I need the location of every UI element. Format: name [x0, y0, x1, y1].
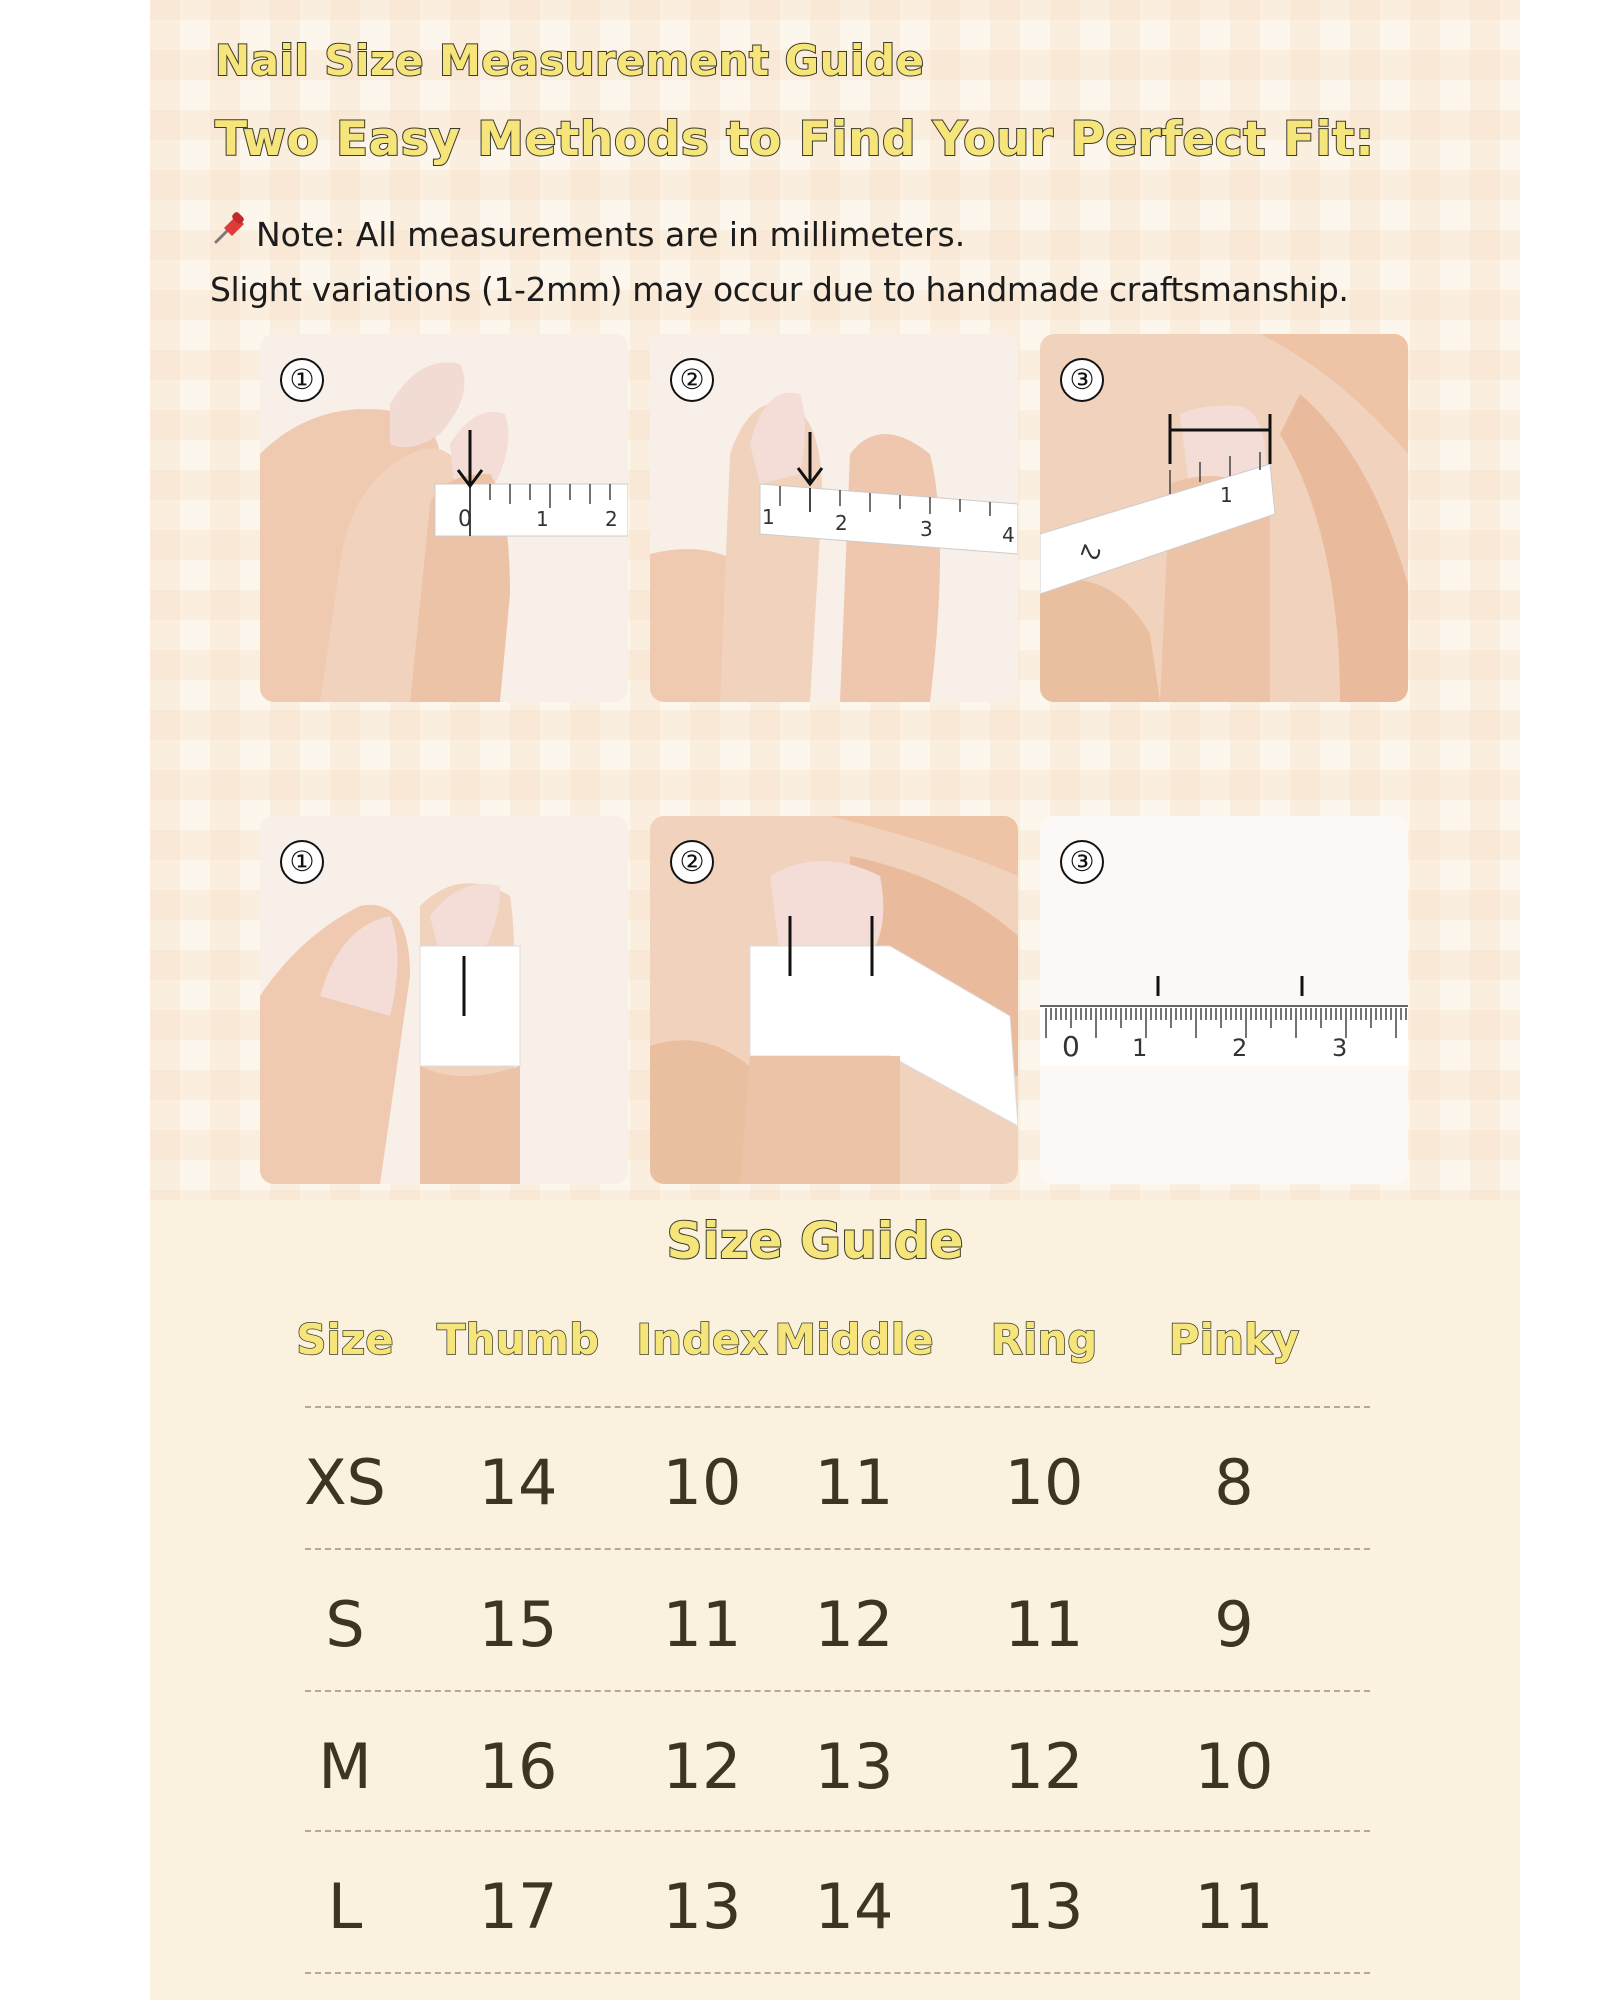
measurement-cell: 17 — [478, 1870, 558, 1943]
measurement-cell: 12 — [662, 1730, 742, 1803]
ruler-label: 4 — [1002, 523, 1015, 547]
ruler-label: 3 — [920, 517, 933, 541]
measurement-cell: 14 — [814, 1870, 894, 1943]
table-row-divider — [305, 1830, 1370, 1832]
step-badge: ① — [280, 358, 324, 402]
ruler-label: 3 — [1332, 1034, 1348, 1062]
measurement-cell: 11 — [814, 1446, 894, 1519]
measurement-cell: 11 — [1194, 1870, 1274, 1943]
measurement-cell: 13 — [1004, 1870, 1084, 1943]
measurement-cell: 10 — [1194, 1730, 1274, 1803]
ruler-label: 1 — [762, 505, 775, 529]
size-label-cell: S — [325, 1588, 365, 1661]
size-label-cell: XS — [304, 1446, 386, 1519]
column-header-pinky: Pinky — [1168, 1315, 1300, 1364]
step-badge: ③ — [1060, 358, 1104, 402]
column-header-size: Size — [296, 1315, 394, 1364]
step-badge: ③ — [1060, 840, 1104, 884]
guide-subtitle: Two Easy Methods to Find Your Perfect Fit: — [215, 112, 1375, 167]
ruler-label: 2 — [835, 511, 848, 535]
step-badge: ② — [670, 358, 714, 402]
column-header-middle: Middle — [774, 1315, 934, 1364]
measurement-cell: 10 — [1004, 1446, 1084, 1519]
measurement-cell: 12 — [814, 1588, 894, 1661]
ruler-label: 2 — [1074, 540, 1106, 565]
note-text-1: Note: All measurements are in millimeters. — [256, 215, 966, 254]
measurement-cell: 13 — [662, 1870, 742, 1943]
measurement-cell: 11 — [1004, 1588, 1084, 1661]
size-guide-table — [150, 0, 1520, 2000]
measurement-cell: 16 — [478, 1730, 558, 1803]
ruler-label: 0 — [1062, 1030, 1080, 1063]
table-row-divider — [305, 1406, 1370, 1408]
step-badge: ② — [670, 840, 714, 884]
column-header-index: Index — [636, 1315, 768, 1364]
column-header-thumb: Thumb — [436, 1315, 600, 1364]
column-header-ring: Ring — [990, 1315, 1098, 1364]
ruler-label: 2 — [1232, 1034, 1248, 1062]
measurement-cell: 8 — [1214, 1446, 1254, 1519]
size-guide-title: Size Guide — [666, 1212, 964, 1270]
ruler-label: 2 — [605, 507, 618, 531]
ruler-label: 0 — [458, 507, 472, 532]
measurement-cell: 12 — [1004, 1730, 1084, 1803]
table-row-divider — [305, 1690, 1370, 1692]
measurement-cell: 10 — [662, 1446, 742, 1519]
measurement-cell: 14 — [478, 1446, 558, 1519]
ruler-label: 1 — [536, 507, 549, 531]
measurement-cell: 11 — [662, 1588, 742, 1661]
ruler-label: 1 — [1220, 483, 1233, 507]
size-label-cell: M — [318, 1730, 372, 1803]
table-row-divider — [305, 1548, 1370, 1550]
ruler-label: 1 — [1132, 1034, 1148, 1062]
step-badge: ① — [280, 840, 324, 884]
size-label-cell: L — [327, 1870, 363, 1943]
measurement-cell: 15 — [478, 1588, 558, 1661]
table-row-divider — [305, 1972, 1370, 1974]
note-line-2: Slight variations (1-2mm) may occur due to handmade craftsmanship. — [210, 270, 1349, 309]
measurement-cell: 9 — [1214, 1588, 1254, 1661]
measurement-cell: 13 — [814, 1730, 894, 1803]
page — [150, 0, 1520, 2000]
guide-title: Nail Size Measurement Guide — [215, 36, 925, 85]
